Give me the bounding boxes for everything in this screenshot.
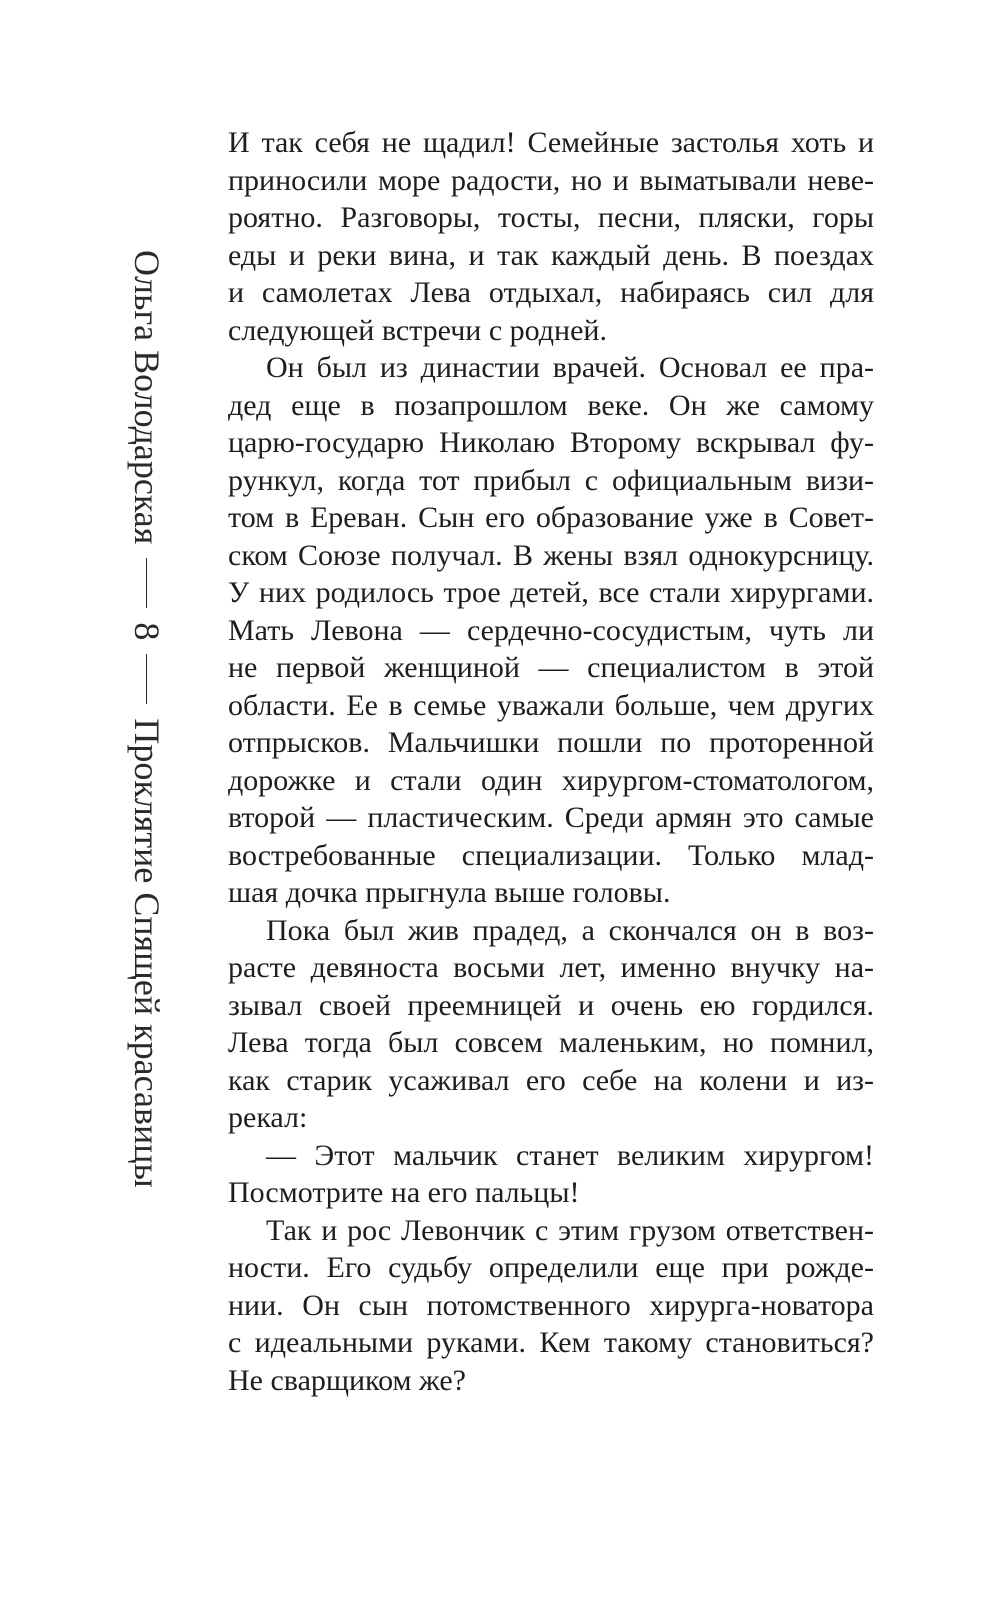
text-line: Пока был жив прадед, а скончался он в воз-	[266, 913, 874, 947]
text-line: приносили море радости, но и выматывали неве-	[228, 163, 874, 197]
text-line: У них родилось трое детей, все стали хирургами.	[228, 576, 874, 609]
text-line: рункул, когда тот прибыл с официальным визи-	[228, 463, 874, 497]
text-line: — Этот мальчик станет великим хирургом!	[266, 1138, 874, 1172]
text-line: И так себя не щадил! Семейные застолья хоть и	[228, 126, 874, 159]
text-line: Мать Левона — сердечно-сосудистым, чуть ли	[228, 613, 874, 647]
page-number: 8	[127, 622, 167, 641]
text-line: ности. Его судьбу определили еще при рожде-	[228, 1251, 874, 1284]
text-line: Не сварщиком же?	[228, 1363, 466, 1397]
running-header	[0, 0, 190, 1616]
header-divider	[147, 654, 148, 704]
text-line: дед еще в позапрошлом веке. Он же самому	[228, 388, 874, 422]
text-line: рекал:	[228, 1101, 308, 1134]
author-name: Ольга Володарская	[127, 250, 167, 545]
text-line: Лева тогда был совсем маленьким, но помнил,	[228, 1026, 874, 1059]
paragraph	[228, 1212, 874, 1400]
body-text	[228, 124, 874, 1399]
text-line: как старик усаживал его себе на колени и из-	[228, 1063, 874, 1097]
text-line: расте девяноста восьми лет, именно внучку на-	[228, 951, 874, 984]
text-line: дорожке и стали один хирургом-стоматологом,	[228, 763, 874, 797]
text-line: следующей встречи с родней.	[228, 313, 607, 347]
text-line: не первой женщиной — специалистом в этой	[228, 651, 874, 684]
text-line: нии. Он сын потомственного хирурга-новатора	[228, 1288, 874, 1322]
text-line: зывал своей преемницей и очень ею гордился.	[228, 988, 874, 1022]
text-line: Он был из династии врачей. Основал ее пра-	[266, 351, 874, 384]
text-line: и самолетах Лева отдыхал, набираясь сил для	[228, 276, 874, 309]
text-line: второй — пластическим. Среди армян это самые	[228, 801, 874, 834]
text-line: шая дочка прыгнула выше головы.	[228, 876, 671, 909]
text-line: области. Ее в семье уважали больше, чем других	[228, 688, 874, 722]
book-title: Проклятие Спящей красавицы	[127, 718, 167, 1188]
text-line: ском Союзе получал. В жены взял однокурсницу.	[228, 538, 874, 572]
paragraph-dialogue	[228, 1137, 874, 1212]
paragraph	[228, 349, 874, 912]
text-line: роятно. Разговоры, тосты, песни, пляски, горы	[228, 201, 874, 234]
text-line: царю-государю Николаю Второму вскрывал фу-	[228, 426, 874, 459]
paragraph	[228, 912, 874, 1137]
text-line: Посмотрите на его пальцы!	[228, 1176, 580, 1209]
text-line: том в Ереван. Сын его образование уже в Совет-	[228, 501, 874, 534]
running-header-rotated	[126, 250, 168, 1230]
text-line: с идеальными руками. Кем такому становиться?	[228, 1326, 874, 1359]
text-line: отпрысков. Мальчишки пошли по проторенной	[228, 726, 874, 759]
text-line: Так и рос Левончик с этим грузом ответствен-	[266, 1213, 874, 1247]
paragraph	[228, 124, 874, 349]
text-line: еды и реки вина, и так каждый день. В поездах	[228, 238, 874, 272]
header-divider	[147, 558, 148, 608]
text-line: востребованные специализации. Только млад-	[228, 838, 874, 872]
